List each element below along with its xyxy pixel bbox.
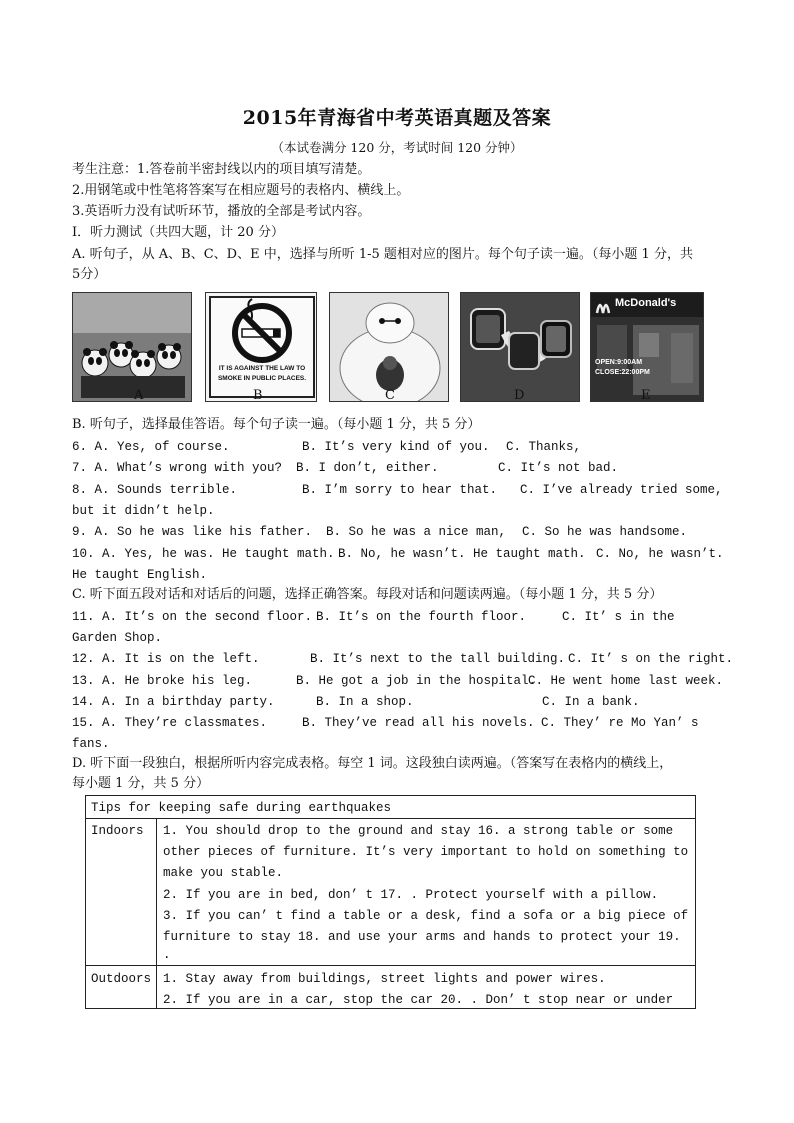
sign-text-line-1: IT IS AGAINST THE LAW TO [218,365,306,372]
q7-option-a: 7. A. What’s wrong with you? [72,461,283,475]
part-c-instruction: C. 听下面五段对话和对话后的问题，选择正确答案。每段对话和问题读两遍。（每小题 1 分，共 5 分） [72,587,663,602]
q7-option-b: B. I don’t, either. [296,461,439,475]
indoors-line-2: other pieces of furniture. It’s very important to hold on something to [163,845,689,859]
q11-option-c-cont: Garden Shop. [72,631,163,645]
indoors-line-7: . [163,948,171,962]
outdoors-line-1: 1. Stay away from buildings, street lights and power wires. [163,972,606,986]
q14-option-a: 14. A. In a birthday party. [72,695,275,709]
q12-option-a: 12. A. It is on the left. [72,652,260,666]
white-robot-toy [329,292,449,402]
mcdonalds-storefront [590,292,704,402]
part-b-instruction: B. 听句子，选择最佳答语。每个句子读一遍。（每小题 1 分，共 5 分） [72,417,481,432]
indoors-line-3: make you stable. [163,866,284,880]
q12-option-b: B. It’s next to the tall building. [310,652,566,666]
pandas-photo [72,292,192,402]
q15-option-c: C. They’ re Mo Yan’ s [541,716,699,730]
q6-option-a: 6. A. Yes, of course. [72,440,230,454]
q11-option-c: C. It’ s in the [562,610,675,624]
q8-option-c-cont: but it didn’t help. [72,504,215,518]
picture-label-e: E [641,388,651,403]
picture-label-a: A [134,388,144,403]
indoors-line-4: 2. If you are in bed, don’ t 17. . Protect yourself with a pillow. [163,888,659,902]
notice-line-2: 2.用钢笔或中性笔将答案写在相应题号的表格内、横线上。 [72,183,410,198]
indoors-line-6: furniture to stay 18. and use your arms and hands to protect your 19. [163,930,681,944]
indoors-label: Indoors [91,824,144,838]
no-smoking-sign [205,292,317,402]
q14-option-c: C. In a bank. [542,695,640,709]
table-header-divider [86,818,695,819]
part-d-instruction-cont: 每小题 1 分，共 5 分） [72,776,210,791]
q15-option-b: B. They’ve read all his novels. [302,716,535,730]
q11-option-b: B. It’s on the fourth floor. [316,610,527,624]
store-close-hours: CLOSE:22:00PM [595,369,650,376]
brand-name: McDonald's [615,297,677,309]
q12-option-c: C. It’ s on the right. [568,652,734,666]
q15-option-c-cont: fans. [72,737,110,751]
q8-option-a: 8. A. Sounds terrible. [72,483,238,497]
notice-line-1: 考生注意：1.答卷前半密封线以内的项目填写清楚。 [72,162,371,177]
q14-option-b: B. In a shop. [316,695,414,709]
q10-option-b: B. No, he wasn’t. He taught math. [338,547,586,561]
q6-option-b: B. It’s very kind of you. [302,440,490,454]
page-subtitle: （本试卷满分 120 分，考试时间 120 分钟） [271,140,523,155]
table-header: Tips for keeping safe during earthquakes [91,801,392,815]
part-a-instruction-cont: 5分） [72,267,107,282]
q13-option-c: C. He went home last week. [528,674,724,688]
store-open-hours: OPEN:9:00AM [595,359,643,366]
q8-option-b: B. I’m sorry to hear that. [302,483,498,497]
sign-text-line-2: SMOKE IN PUBLIC PLACES. [217,375,307,382]
outdoors-line-2: 2. If you are in a car, stop the car 20. . Don’ t stop near or under [163,993,674,1007]
table-row-divider [86,965,695,966]
q9-option-c: C. So he was handsome. [522,525,688,539]
q15-option-a: 15. A. They’re classmates. [72,716,268,730]
q6-option-c: C. Thanks, [506,440,582,454]
q10-option-c: C. No, he wasn’t. [596,547,724,561]
q10-option-c-cont: He taught English. [72,568,208,582]
picture-label-c: C [385,388,395,403]
part-a-instruction: A. 听句子，从 A、B、C、D、E 中，选择与所听 1-5 题相对应的图片。每个句子读一遍。（每小题 1 分，共 [72,247,693,262]
earthquake-tips-table [85,795,696,1009]
picture-label-d: D [514,388,525,403]
q13-option-a: 13. A. He broke his leg. [72,674,253,688]
q9-option-b: B. So he was a nice man, [326,525,507,539]
q7-option-c: C. It’s not bad. [498,461,619,475]
part-d-instruction: D. 听下面一段独白，根据所听内容完成表格。每空 1 词。这段独白读两遍。（答案写在表格内的横线上， [72,756,673,771]
q11-option-a: 11. A. It’s on the second floor. [72,610,313,624]
picture-label-b: B [253,388,263,403]
q9-option-a: 9. A. So he was like his father. [72,525,313,539]
page-title: 2015年青海省中考英语真题及答案 [242,107,552,129]
indoors-line-5: 3. If you can’ t find a table or a desk, find a sofa or a big piece of [163,909,689,923]
indoors-line-1: 1. You should drop to the ground and stay 16. a strong table or some [163,824,674,838]
notice-line-3: 3.英语听力没有试听环节，播放的全部是考试内容。 [72,204,371,219]
table-column-divider [156,818,157,1008]
q13-option-b: B. He got a job in the hospital. [296,674,537,688]
q10-option-a: 10. A. Yes, he was. He taught math. [72,547,335,561]
outdoors-label: Outdoors [91,972,152,986]
section-heading: Ⅰ．听力测试（共四大题，计 20 分） [72,225,284,240]
smart-watches [460,292,580,402]
q8-option-c: C. I’ve already tried some, [520,483,723,497]
